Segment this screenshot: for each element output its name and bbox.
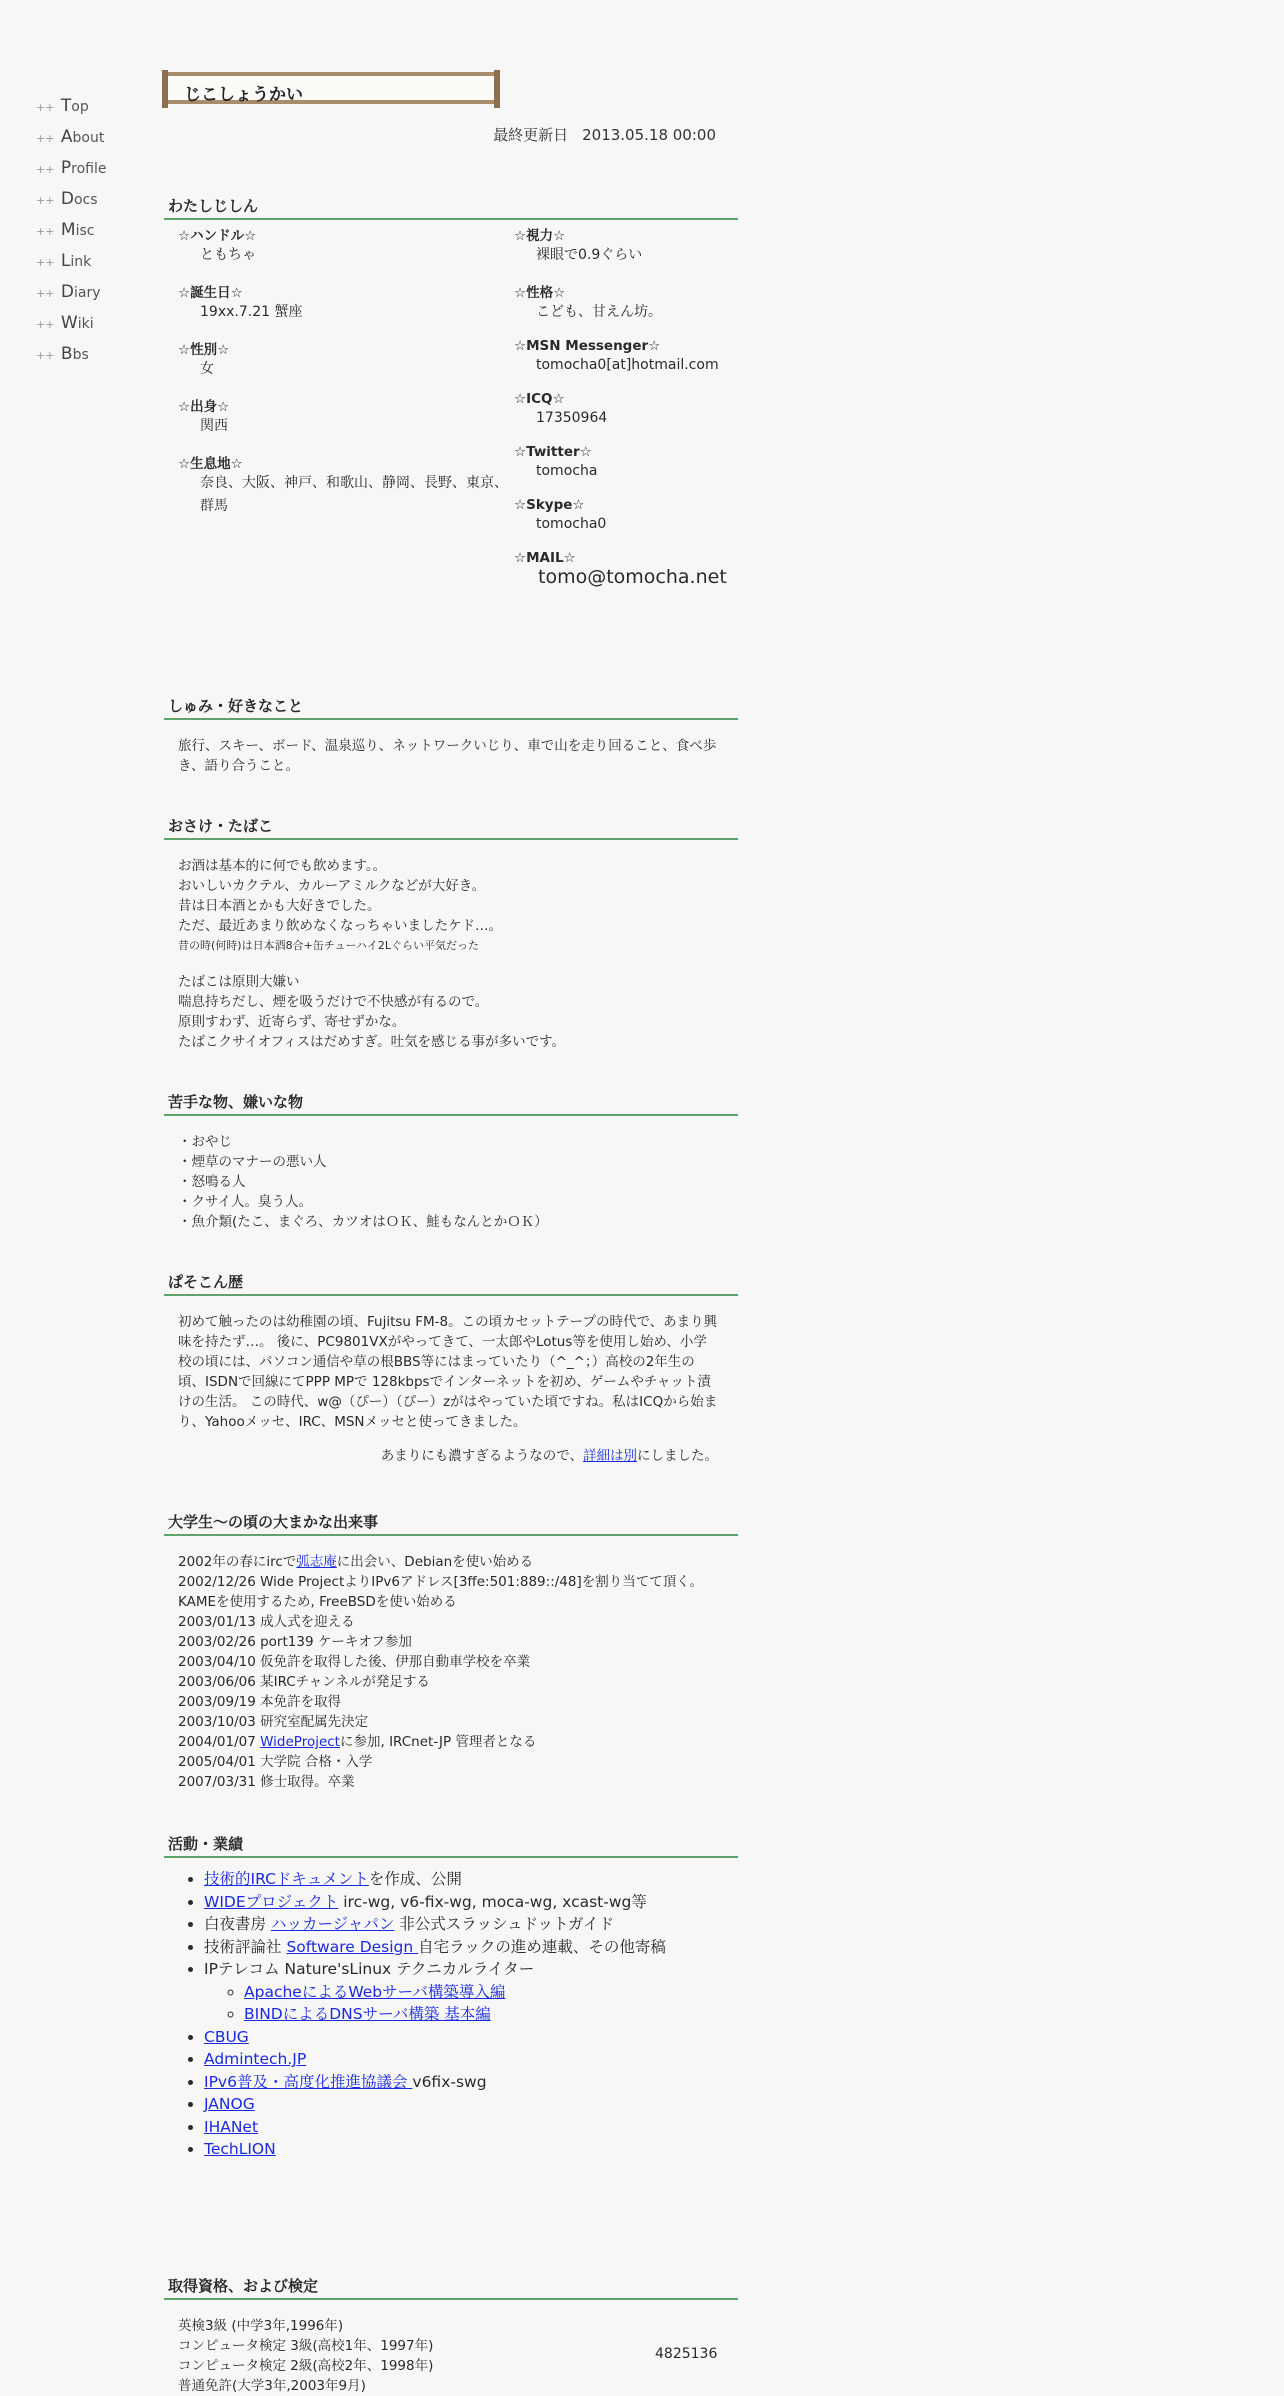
wideproject-link[interactable]: WideProject <box>260 1734 340 1750</box>
section-heading: わたしじしん <box>164 196 738 220</box>
profile-label: ☆MAIL☆ <box>514 550 576 566</box>
tobacco-line: 喘息持ちだし、煙を吸うだけで不快感が有るので。 <box>178 994 489 1010</box>
sidebar-item-wiki[interactable] <box>36 313 107 344</box>
tobacco-line: たばこクサイオフィスはだめすぎ。吐気を感じる事が多いです。 <box>178 1034 566 1050</box>
list-item <box>204 2093 738 2116</box>
tobacco-line: 原則すわず、近寄らず、寄せずかな。 <box>178 1014 406 1030</box>
hobby-text: 旅行、スキー、ボード、温泉巡り、ネットワークいじり、車で山を走り回ること、食べ歩き、語り合うこと。 <box>178 738 717 774</box>
profile-label: ☆性別☆ <box>178 342 230 358</box>
profile-item <box>514 224 734 267</box>
access-counter: 4825136 <box>655 2346 718 2362</box>
profile-label: ☆MSN Messenger☆ <box>514 338 661 354</box>
nav-initial: A <box>60 127 73 147</box>
list-item: ・おやじ <box>178 1134 232 1150</box>
profile-label: ☆ハンドル☆ <box>178 228 257 244</box>
sidebar-item-misc[interactable] <box>36 220 107 251</box>
event-line: 2007/03/31 修士取得。卒業 <box>178 1774 355 1790</box>
event-line: 2003/04/10 仮免許を取得した後、伊那自動車学校を卒業 <box>178 1654 531 1670</box>
sidebar-item-about[interactable] <box>36 127 107 158</box>
profile-value: tomocha0[at]hotmail.com <box>536 357 719 373</box>
event-line: 2002/12/26 Wide ProjectよりIPv6アドレス[3ffe:501:889::/48]を割り当てて頂く。 <box>178 1574 703 1590</box>
nav-initial: W <box>60 313 78 333</box>
list-item: • IPv6普及・高度化推進協議会 v6fix-swg <box>204 2071 738 2094</box>
profile-label: ☆生息地☆ <box>178 456 243 472</box>
nav-label-rest: ink <box>70 254 92 270</box>
list-item: • WIDEプロジェクト irc-wg, v6-fix-wg, moca-wg, xcast-wg等 <box>204 1891 738 1914</box>
profile-item <box>514 550 734 588</box>
nav-prefix: ++ <box>36 163 55 176</box>
nav-label-rest: isc <box>75 223 95 239</box>
nav-initial: B <box>60 344 73 364</box>
profile-label: ☆出身☆ <box>178 399 230 415</box>
list-item: • IPテレコム Nature'sLinux テクニカルライター ◦ ApacheによるWebサーバ構築導入編 ◦ BINDによるDNSサーバ構築 基本編 <box>204 1958 738 2026</box>
sub-list-item <box>244 2003 738 2026</box>
event-line: 2004/01/07 WideProjectに参加, IRCnet-JP 管理者となる <box>178 1734 537 1750</box>
section-heading: 活動・業績 <box>164 1834 738 1858</box>
drink-line: 昔は日本酒とかも大好きでした。 <box>178 898 381 914</box>
list-item: 英検3級 (中学3年,1996年) <box>178 2318 344 2334</box>
nav-label-rest: iki <box>77 316 94 332</box>
bind-article-link[interactable]: BINDによるDNSサーバ構築 基本編 <box>244 2005 491 2023</box>
nav-initial: T <box>60 96 72 116</box>
list-item: ・煙草のマナーの悪い人 <box>178 1154 327 1170</box>
profile-item <box>178 224 508 267</box>
profile-item <box>514 281 734 324</box>
sidebar-item-link[interactable] <box>36 251 107 282</box>
drink-line: ただ、最近あまり飲めなくなっちゃいましたケド…。 <box>178 918 502 934</box>
profile-label: ☆誕生日☆ <box>178 285 243 301</box>
drink-line: お酒は基本的に何でも飲めます。。 <box>178 858 387 874</box>
university-list <box>164 1536 738 1792</box>
section-activity <box>164 1834 738 2161</box>
nav-prefix: ++ <box>36 101 55 114</box>
event-line: 2003/06/06 某IRCチャンネルが発足する <box>178 1674 430 1690</box>
nav-label-rest: op <box>71 99 89 115</box>
last-updated-label: 最終更新日 <box>493 126 569 144</box>
hacker-japan-link[interactable]: ハッカージャパン <box>270 1915 395 1933</box>
software-design-link[interactable]: Software Design <box>286 1937 419 1956</box>
profile-item <box>178 281 508 324</box>
wide-project-link[interactable]: WIDEプロジェクト <box>204 1892 339 1911</box>
nav-initial: D <box>60 282 74 302</box>
profile-label: ☆性格☆ <box>514 285 566 301</box>
nav-initial: P <box>60 158 72 178</box>
list-item <box>204 2048 738 2071</box>
cbug-link[interactable]: CBUG <box>204 2027 249 2046</box>
nav-prefix: ++ <box>36 194 55 207</box>
profile-value: 奈良、大阪、神戸、和歌山、静岡、長野、東京、群馬 <box>200 475 508 514</box>
profile-label: ☆ICQ☆ <box>514 391 565 407</box>
license-list <box>164 2300 738 2396</box>
profile-item <box>178 338 508 381</box>
profile-item <box>514 338 734 377</box>
list-item: コンピュータ検定 2級(高校2年、1998年) <box>178 2358 434 2374</box>
tobacco-line: たばこは原則大嫌い <box>178 974 300 990</box>
nav-label-rest: bs <box>72 347 89 363</box>
profile-value: ともちゃ <box>200 247 256 263</box>
apache-article-link[interactable]: ApacheによるWebサーバ構築導入編 <box>244 1982 506 2001</box>
list-item: ・クサイ人。臭う人。 <box>178 1194 313 1210</box>
section-heading: しゅみ・好きなこと <box>164 696 738 720</box>
last-updated-date: 2013.05.18 00:00 <box>582 126 716 144</box>
profile-item <box>514 444 734 483</box>
nav-prefix: ++ <box>36 287 55 300</box>
note-text: にしました。 <box>637 1448 718 1464</box>
profile-item <box>178 452 508 518</box>
nav-initial: L <box>60 251 71 271</box>
nav-initial: M <box>60 220 76 240</box>
event-line: 2003/09/19 本免許を取得 <box>178 1694 342 1710</box>
drink-body <box>164 840 738 1052</box>
profile-left-column <box>178 224 508 532</box>
ihanet-link[interactable]: IHANet <box>204 2117 259 2136</box>
nav-initial: D <box>60 189 74 209</box>
page-title-box <box>164 72 498 104</box>
nav-prefix: ++ <box>36 132 55 145</box>
janog-link[interactable]: JANOG <box>204 2095 255 2113</box>
list-item: ・魚介類(たこ、まぐろ、カツオはＯＫ、鮭もなんとかＯＫ） <box>178 1214 548 1230</box>
drink-line: おいしいカクテル、カルーアミルクなどが大好き。 <box>178 878 486 894</box>
section-heading: ぱそこん歴 <box>164 1272 738 1296</box>
nav-prefix: ++ <box>36 256 55 269</box>
list-item <box>204 2138 738 2161</box>
list-item: ・怒鳴る人 <box>178 1174 246 1190</box>
profile-value: tomocha0 <box>536 516 607 532</box>
profile-label: ☆視力☆ <box>514 228 566 244</box>
list-item <box>204 2116 738 2139</box>
sub-list-item <box>244 1981 738 2004</box>
nav-prefix: ++ <box>36 318 55 331</box>
section-profile <box>164 196 738 636</box>
nav-label-rest: rofile <box>71 161 107 177</box>
pc-history-text: 初めて触ったのは幼稚園の頃、Fujitsu FM-8。この頃カセットテープの時代で、あまり興味を持たず…。 後に、PC9801VXがやってきて、一太郎やLotus等を使用し始め、小学校の頃には、パソコン通信や草の根BBS等にはまっていたり（^_^；）高校の2年生の頃、ISDNで回線にてPPP MPで 128kbpsでインターネットを初め、ゲームやチャット漬けの生活。 この時代、w@（ぴー）（ぴー）zがはやっていた頃ですね。私はICQから始まり、Yahooメッセ、IRC、MSNメッセと使ってきました。 <box>178 1314 718 1430</box>
sidebar-nav <box>36 96 107 375</box>
sidebar-item-top[interactable] <box>36 96 107 127</box>
nav-prefix: ++ <box>36 349 55 362</box>
last-updated <box>493 124 716 145</box>
profile-label: ☆Skype☆ <box>514 497 585 513</box>
profile-right-column <box>514 224 734 602</box>
drink-small-note: 昔の時(何時)は日本酒8合+缶チューハイ2Lぐらい平気だった <box>178 939 480 952</box>
list-item: • 技術的IRCドキュメントを作成、公開 <box>204 1868 738 1891</box>
list-item: • 白夜書房 ハッカージャパン 非公式スラッシュドットガイド <box>204 1913 738 1936</box>
event-line: 2005/04/01 大学院 合格・入学 <box>178 1754 373 1770</box>
event-line: 2003/01/13 成人式を迎える <box>178 1614 355 1630</box>
event-line: 2003/10/03 研究室配属先決定 <box>178 1714 369 1730</box>
section-heading: 大学生～の頃の大まかな出来事 <box>164 1512 738 1536</box>
profile-value: tomocha <box>536 463 598 479</box>
section-heading: 苦手な物、嫌いな物 <box>164 1092 738 1116</box>
section-pc-history <box>164 1272 738 1464</box>
ipv6-council-link[interactable]: IPv6普及・高度化推進協議会 <box>204 2072 413 2091</box>
profile-value: 女 <box>200 361 214 377</box>
profile-value: 関西 <box>200 418 228 434</box>
section-license <box>164 2276 738 2396</box>
section-university <box>164 1512 738 1792</box>
koshian-link[interactable]: 弧志庵 <box>296 1554 337 1570</box>
page-title: じこしょうかい <box>184 85 303 105</box>
nav-prefix: ++ <box>36 225 55 238</box>
list-item: 普通免許(大学3年,2003年9月) <box>178 2378 366 2394</box>
sidebar-item-docs[interactable] <box>36 189 107 220</box>
event-line: 2003/02/26 port139 ケーキオフ参加 <box>178 1634 412 1650</box>
profile-value: tomo@tomocha.net <box>538 566 727 588</box>
nav-label-rest: bout <box>72 130 105 146</box>
profile-value: 裸眼で0.9ぐらい <box>536 247 643 263</box>
sidebar-item-profile[interactable] <box>36 158 107 189</box>
dislike-list <box>164 1116 738 1232</box>
irc-doc-link[interactable]: 技術的IRCドキュメント <box>204 1870 369 1888</box>
list-item: コンピュータ検定 3級(高校1年、1997年) <box>178 2338 434 2354</box>
list-item <box>204 2026 738 2049</box>
sidebar-item-bbs[interactable] <box>36 344 107 375</box>
sidebar-item-diary[interactable] <box>36 282 107 313</box>
profile-value: 19xx.7.21 蟹座 <box>200 304 303 320</box>
nav-label-rest: iary <box>73 285 101 301</box>
profile-label: ☆Twitter☆ <box>514 444 592 460</box>
techlion-link[interactable]: TechLION <box>204 2140 276 2158</box>
section-dislike <box>164 1092 738 1232</box>
section-hobby <box>164 696 738 776</box>
profile-value: こども、甘えん坊。 <box>536 304 662 320</box>
profile-item <box>514 497 734 536</box>
event-line: KAMEを使用するため, FreeBSDを使い始める <box>178 1594 457 1610</box>
nav-label-rest: ocs <box>73 192 98 208</box>
pc-history-note <box>164 1444 738 1464</box>
section-heading: 取得資格、および検定 <box>164 2276 738 2300</box>
details-link[interactable]: 詳細は別 <box>583 1448 637 1464</box>
profile-item <box>514 391 734 430</box>
list-item: • 技術評論社 Software Design 自宅ラックの進め連載、その他寄稿 <box>204 1936 738 1959</box>
note-text: あまりにも濃すぎるようなので、 <box>380 1448 583 1464</box>
profile-item <box>178 395 508 438</box>
activity-list <box>164 1868 738 2161</box>
event-line: 2002年の春にircで弧志庵に出会い、Debianを使い始める <box>178 1554 534 1570</box>
section-heading: おさけ・たばこ <box>164 816 738 840</box>
profile-value: 17350964 <box>536 410 608 426</box>
section-drink <box>164 816 738 1052</box>
admintech-link[interactable]: Admintech.JP <box>204 2050 307 2068</box>
